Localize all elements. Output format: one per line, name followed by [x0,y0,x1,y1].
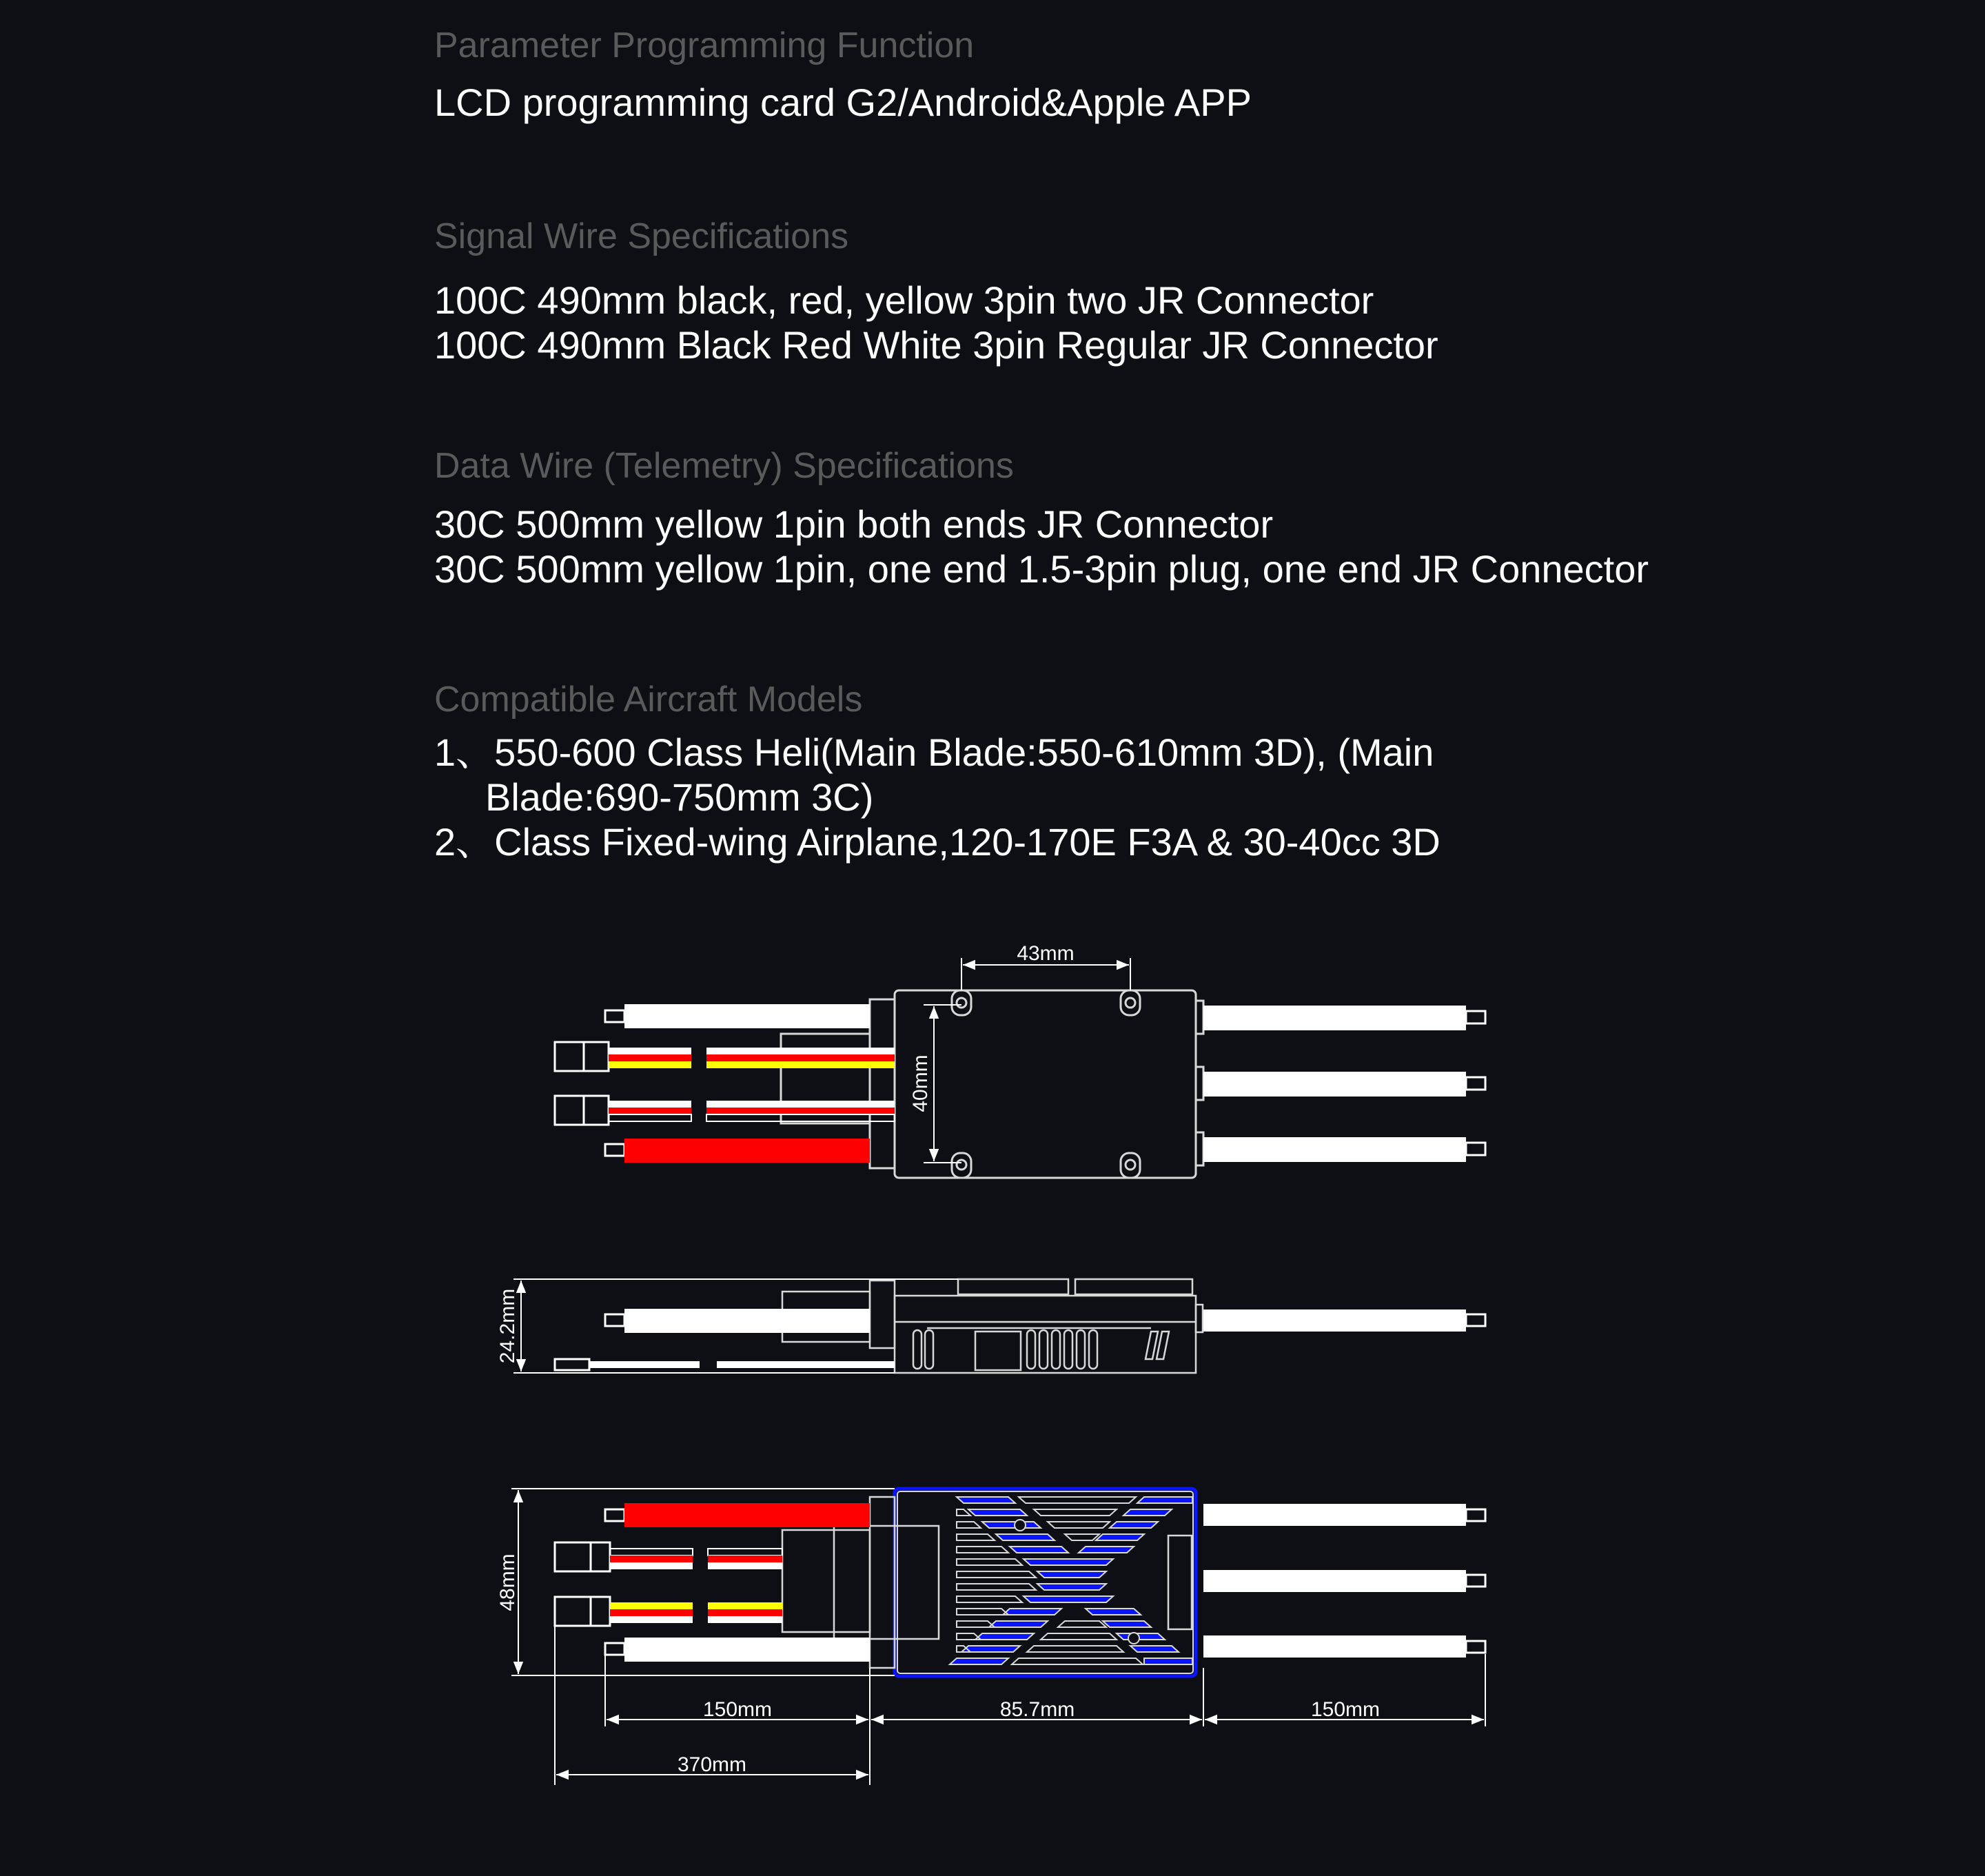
dim-hole-spacing: 43mm [1017,942,1075,965]
programming-line-1: LCD programming card G2/Android&Apple APP [434,81,1252,124]
heading-aircraft: Compatible Aircraft Models [434,680,863,720]
aircraft-item-1-line-2: Blade:690-750mm 3C) [485,775,874,819]
data-wire-line-2: 30C 500mm yellow 1pin, one end 1.5-3pin plug, one end JR Connector [434,547,1649,591]
top-view-dimensions [924,958,1130,1163]
mounting-holes [952,990,1140,1178]
data-wire-line-1: 30C 500mm yellow 1pin both ends JR Connector [434,502,1274,546]
dim-bottom-width: 48mm [496,1553,519,1611]
signal-wire-line-1: 100C 490mm black, red, yellow 3pin two JR Connector [434,278,1374,322]
dim-body-length: 85.7mm [999,1698,1075,1721]
top-view-wires [555,1004,1485,1163]
dim-output-wire: 150mm [1310,1698,1381,1721]
heading-signal-wire: Signal Wire Specifications [434,216,849,256]
aircraft-item-1-line-1: 1、550-600 Class Heli(Main Blade:550-610mm 3D), (Main [434,731,1434,774]
heading-data-wire: Data Wire (Telemetry) Specifications [434,446,1014,486]
dim-side-height: 24.2mm [496,1288,519,1364]
heading-programming: Parameter Programming Function [434,26,975,65]
aircraft-item-2: 2、Class Fixed-wing Airplane,120-170E F3A & 30-40cc 3D [434,820,1441,864]
dim-hole-vertical: 40mm [909,1054,932,1112]
signal-wire-line-2: 100C 490mm Black Red White 3pin Regular JR Connector [434,323,1438,367]
dim-input-wire: 150mm [702,1698,773,1721]
heatsink-fins [950,1497,1192,1664]
dim-signal-wire: 370mm [677,1753,747,1776]
